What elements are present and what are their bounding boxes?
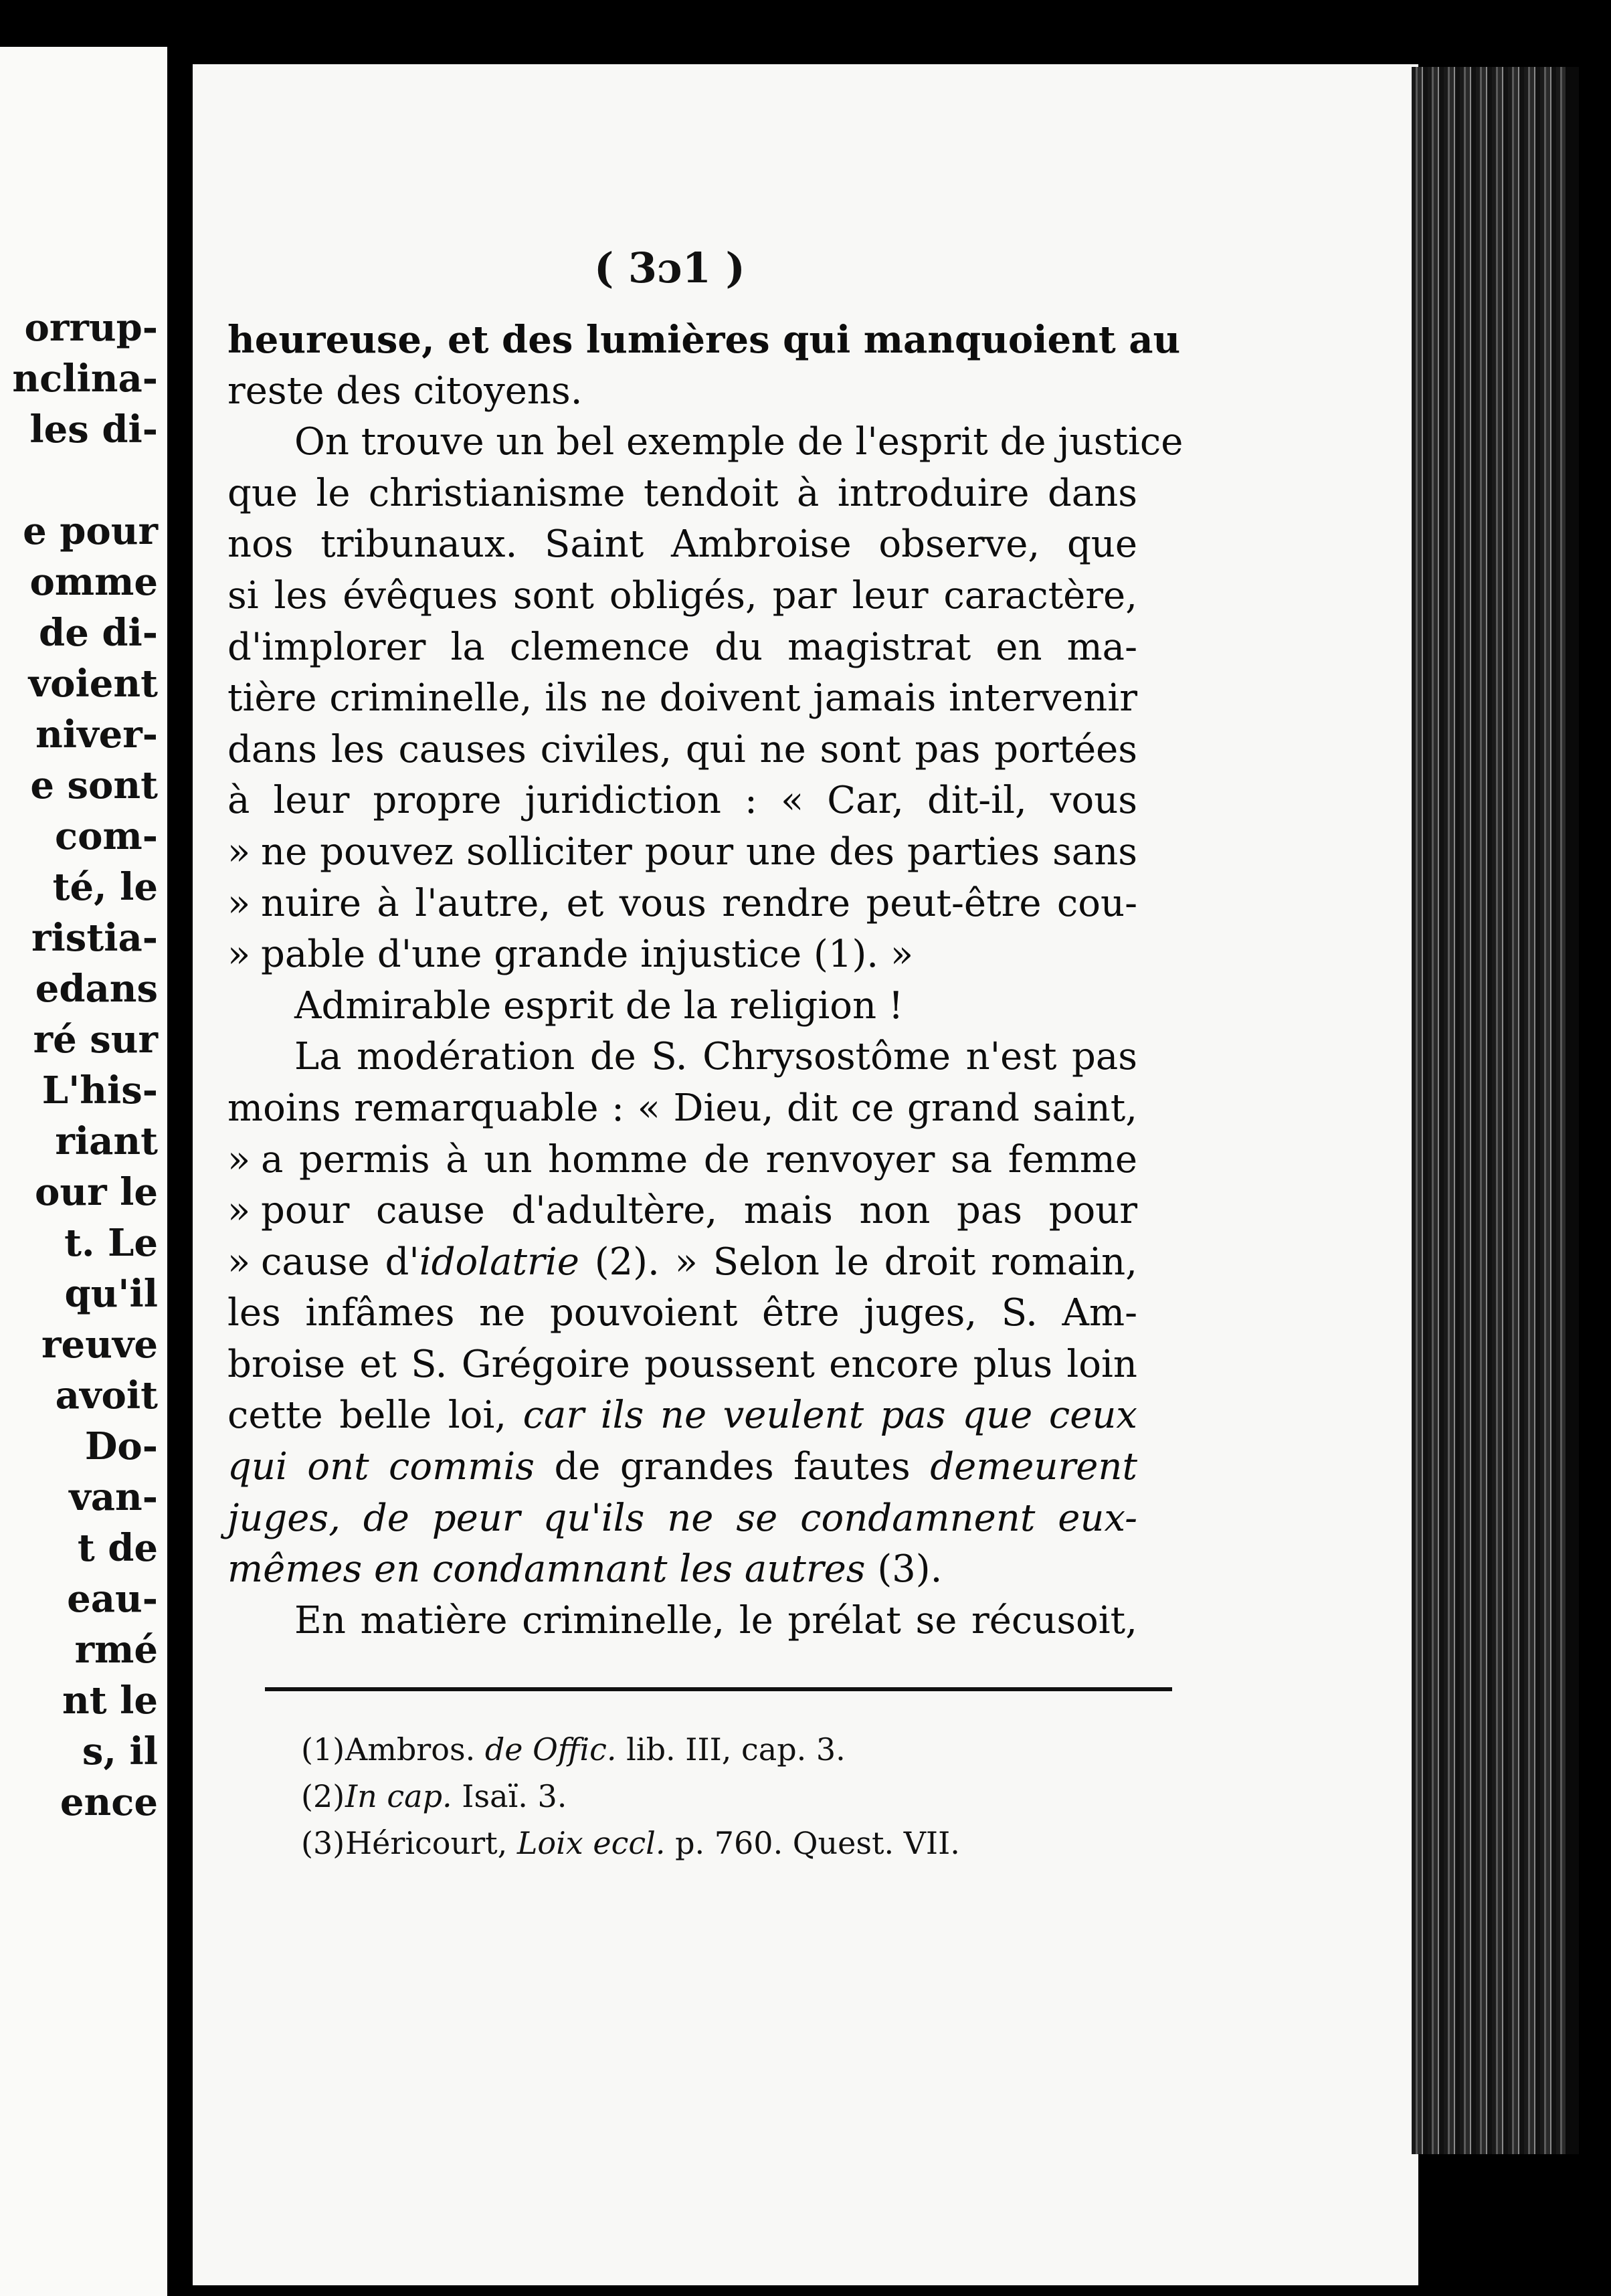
text-line — [227, 1135, 1137, 1186]
text-segment: cette belle loi, — [227, 1394, 523, 1438]
footnote — [301, 1773, 960, 1820]
facing-line: omme — [29, 560, 158, 604]
facing-line: avoit — [55, 1373, 158, 1418]
footnote-mark: (2) — [301, 1778, 345, 1814]
facing-line: ré sur — [33, 1018, 158, 1062]
facing-page-lines — [12, 302, 158, 1828]
text-segment: (2). » Selon le droit romain, — [579, 1240, 1137, 1284]
facing-line: edans — [35, 967, 158, 1011]
text-segment: (3). — [865, 1547, 943, 1592]
quote-mark: » — [227, 881, 251, 925]
footnote-mark: (3) — [301, 1825, 345, 1861]
footnote — [301, 1726, 960, 1773]
facing-line: com- — [55, 814, 158, 858]
text-segment: a permis à un homme de renvoyer sa femme — [261, 1137, 1137, 1181]
text-line: dans les causes civiles, qui ne sont pas portées — [227, 727, 1137, 771]
facing-line: van- — [69, 1475, 158, 1519]
facing-line: e pour — [23, 509, 158, 553]
footnote-text: lib. III, cap. 3. — [616, 1731, 846, 1767]
text-line: moins remarquable : « Dieu, dit ce grand saint, — [227, 1086, 1137, 1130]
text-line: Admirable esprit de la religion ! — [294, 983, 904, 1028]
facing-line: eau- — [67, 1577, 158, 1621]
footnote-text: Héricourt, — [345, 1825, 517, 1861]
page-edge-shadow — [1566, 67, 1579, 2154]
italic-segment: car ils ne veulent pas que ceux — [523, 1394, 1138, 1438]
facing-line: L'his- — [41, 1068, 158, 1113]
text-line: tière criminelle, ils ne doivent jamais intervenir — [227, 676, 1137, 721]
text-line: broise et S. Grégoire poussent encore plus loin — [227, 1342, 1137, 1386]
text-line: à leur propre juridiction : « Car, dit-il, vous — [227, 779, 1137, 823]
facing-line: niver- — [35, 712, 158, 757]
text-line: que le christianisme tendoit à introduire dans — [227, 471, 1137, 515]
footnote-italic: Loix eccl. — [516, 1825, 666, 1861]
quote-mark: » — [227, 933, 251, 977]
footnote-italic: In cap. — [345, 1778, 452, 1814]
facing-line: reuve — [41, 1323, 158, 1367]
footnote-text: p. 760. Quest. VII. — [665, 1825, 960, 1861]
facing-line: t de — [77, 1526, 158, 1570]
text-segment: nuire à l'autre, et vous rendre peut-être cou- — [261, 881, 1137, 925]
facing-line: orrup- — [24, 306, 158, 350]
text-line: si les évêques sont obligés, par leur caractère, — [227, 573, 1137, 617]
body-text — [227, 314, 1183, 1646]
quote-mark: » — [227, 830, 251, 874]
facing-line: nclina- — [12, 357, 158, 401]
footnote-text: Isaï. 3. — [452, 1778, 567, 1814]
facing-page-fragment — [0, 47, 167, 2296]
italic-segment: idolatrie — [419, 1240, 579, 1284]
text-segment: ne pouvez solliciter pour une des parties sans — [261, 830, 1137, 874]
text-line — [227, 878, 1137, 930]
italic-segment: juges, de peur qu'ils ne se condamnent eux- — [227, 1496, 1137, 1540]
text-line — [227, 827, 1137, 878]
facing-line: les di- — [29, 407, 158, 452]
text-line: reste des citoyens. — [227, 369, 583, 413]
text-line — [227, 1544, 1137, 1596]
facing-line: rmé — [74, 1628, 158, 1672]
page-edges — [1412, 67, 1566, 2154]
facing-line: s, il — [82, 1729, 158, 1774]
facing-line — [12, 455, 158, 506]
italic-segment: demeurent — [930, 1445, 1137, 1489]
footnote-text: Ambros. — [345, 1731, 485, 1767]
quote-mark: » — [227, 1137, 251, 1181]
facing-line: qu'il — [64, 1272, 158, 1316]
quote-mark: » — [227, 1189, 251, 1233]
text-line: nos tribunaux. Saint Ambroise observe, que — [227, 522, 1137, 567]
text-segment: cause d' — [261, 1240, 419, 1284]
facing-line: té, le — [52, 865, 158, 909]
footnote-italic: de Offic. — [484, 1731, 617, 1767]
facing-line: e sont — [30, 763, 158, 807]
text-line — [227, 1237, 1137, 1288]
facing-line: de di- — [39, 611, 158, 655]
facing-line: riant — [55, 1119, 158, 1163]
text-line: les infâmes ne pouvoient être juges, S. Am- — [227, 1291, 1137, 1335]
book-gutter — [167, 0, 193, 2296]
text-line — [227, 1185, 1137, 1237]
facing-line: ence — [60, 1780, 158, 1824]
text-segment: pour cause d'adultère, mais non pas pour — [261, 1189, 1137, 1233]
text-line — [227, 1390, 1137, 1442]
text-line: La modération de S. Chrysostôme n'est pas — [294, 1035, 1137, 1079]
facing-line: Do- — [84, 1424, 158, 1468]
quote-mark: » — [227, 1240, 251, 1284]
text-line — [227, 1493, 1137, 1545]
footnote-rule — [265, 1687, 1172, 1691]
text-line — [227, 1442, 1137, 1493]
text-line: En matière criminelle, le prélat se récusoit, — [294, 1598, 1137, 1642]
text-line: d'implorer la clemence du magistrat en ma- — [227, 625, 1137, 669]
italic-segment: mêmes en condamnant les autres — [227, 1547, 866, 1592]
italic-segment: qui ont commis — [227, 1445, 535, 1489]
text-line: heureuse, et des lumières qui manquoient au — [227, 318, 1181, 362]
facing-line: t. Le — [64, 1221, 158, 1265]
facing-line: voient — [28, 662, 158, 706]
footnote-mark: (1) — [301, 1731, 345, 1767]
footnote — [301, 1820, 960, 1867]
text-segment: de grandes fautes — [534, 1445, 931, 1489]
text-line: On trouve un bel exemple de l'esprit de justice — [294, 420, 1183, 464]
facing-line: nt le — [62, 1679, 158, 1723]
text-segment: pable d'une grande injustice (1). » — [261, 933, 914, 977]
page-number: ( 3ɔ1 ) — [594, 244, 745, 292]
footnotes — [301, 1726, 960, 1867]
facing-line: ristia- — [31, 916, 158, 960]
text-line — [227, 929, 1137, 981]
facing-line: our le — [35, 1170, 158, 1214]
